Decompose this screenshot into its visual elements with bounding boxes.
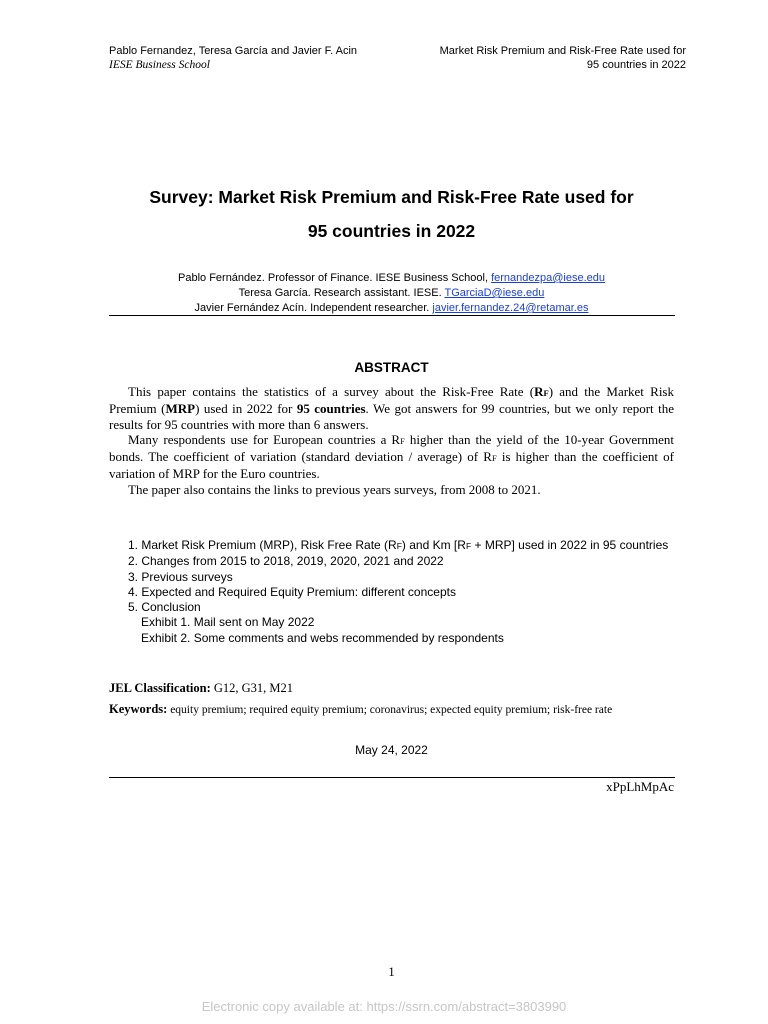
ssrn-footer-link[interactable]: Electronic copy available at: https://ssrn.com/abstract=3803990: [201, 999, 567, 1014]
text-run: This paper contains the statistics of a survey about the Risk-Free Rate (: [128, 384, 535, 399]
contents-item: 3. Previous surveys: [128, 569, 233, 584]
text-run: R: [534, 384, 544, 399]
author-email-link[interactable]: fernandezpa@iese.edu: [491, 272, 605, 284]
abstract-heading: ABSTRACT: [354, 360, 429, 375]
text-run: Many respondents use for European countries a R: [128, 431, 401, 447]
abstract-paragraph: [109, 384, 674, 432]
title-line2: 95 countries in 2022: [307, 221, 476, 241]
author-line: [109, 286, 674, 301]
contents-item: 4. Expected and Required Equity Premium: different concepts: [128, 584, 456, 599]
jel-value: G12, G31, M21: [210, 681, 294, 695]
subscript: F: [543, 388, 549, 398]
author-block: [109, 271, 674, 316]
contents-exhibit: Exhibit 1. Mail sent on May 2022: [141, 615, 315, 630]
title-divider: [109, 315, 675, 316]
text-run: higher than the yield of the 10-year Government bonds. The coefficient of variation (standard deviation / average) of R: [109, 431, 674, 465]
text-run: ) used in 2022 for: [195, 401, 297, 417]
paper-code: xPpLhMpAc: [606, 779, 674, 794]
keywords-label: Keywords:: [109, 702, 168, 716]
text-run: . We got answers for 99 countries, but we only report the results for 95 countries with more than 6 answers.: [109, 401, 674, 432]
page-number: 1: [388, 964, 395, 979]
author-affiliation: Teresa García. Research assistant. IESE.: [238, 287, 445, 299]
author-line: [109, 271, 674, 286]
contents-item: 2. Changes from 2015 to 2018, 2019, 2020, 2021 and 2022: [128, 554, 444, 569]
author-affiliation: Pablo Fernández. Professor of Finance. IESE Business School,: [178, 272, 492, 284]
jel-label: JEL Classification:: [109, 681, 211, 695]
bottom-divider: [109, 777, 675, 778]
header-title-line1: Market Risk Premium and Risk-Free Rate used for: [439, 45, 686, 57]
contents-exhibit: Exhibit 2. Some comments and webs recommended by respondents: [141, 630, 504, 645]
paper-date: May 24, 2022: [355, 743, 428, 757]
author-affiliation: Javier Fernández Acín. Independent researcher.: [194, 302, 433, 314]
abstract-paragraph: [109, 432, 674, 482]
rf-symbol: [534, 384, 549, 399]
running-header-left: [109, 44, 357, 72]
subscript: F: [491, 453, 497, 464]
author-email-link[interactable]: javier.fernandez.24@retamar.es: [432, 302, 589, 314]
text-run: + MRP] used in 2022 in 95 countries: [471, 538, 669, 552]
title-line1: Survey: Market Risk Premium and Risk-Free Rate used for: [149, 187, 634, 207]
author-email-link[interactable]: TGarciaD@iese.edu: [444, 287, 545, 299]
header-institution: IESE Business School: [109, 59, 210, 71]
header-authors: Pablo Fernandez, Teresa García and Javier F. Acin: [109, 45, 358, 57]
abstract-body: [109, 384, 674, 497]
running-header-right: [440, 44, 686, 72]
mrp-term: MRP: [165, 401, 196, 417]
subscript: F: [396, 541, 402, 551]
contents-item: [128, 538, 668, 554]
jel-classification: [109, 681, 293, 696]
text-run: ) and Km [R: [401, 538, 466, 552]
paper-title: [109, 180, 674, 248]
subscript: F: [400, 435, 405, 446]
author-line: [109, 301, 674, 316]
countries-term: 95 countries: [296, 401, 366, 417]
abstract-paragraph: The paper also contains the links to previous years surveys, from 2008 to 2021.: [128, 481, 541, 497]
text-run: ) and the Market Risk Premium (: [109, 384, 674, 417]
keywords-value: equity premium; required equity premium; coronavirus; expected equity premium; risk-free rate: [167, 704, 613, 716]
contents-item: 5. Conclusion: [128, 600, 201, 615]
subscript: F: [465, 541, 472, 551]
text-run: 1. Market Risk Premium (MRP), Risk Free Rate (R: [128, 538, 397, 552]
contents-list: [128, 538, 668, 646]
keywords: [109, 702, 612, 717]
header-title-line2: 95 countries in 2022: [586, 59, 686, 71]
text-run: is higher than the coefficient of variation of MRP for the Euro countries.: [109, 449, 674, 482]
